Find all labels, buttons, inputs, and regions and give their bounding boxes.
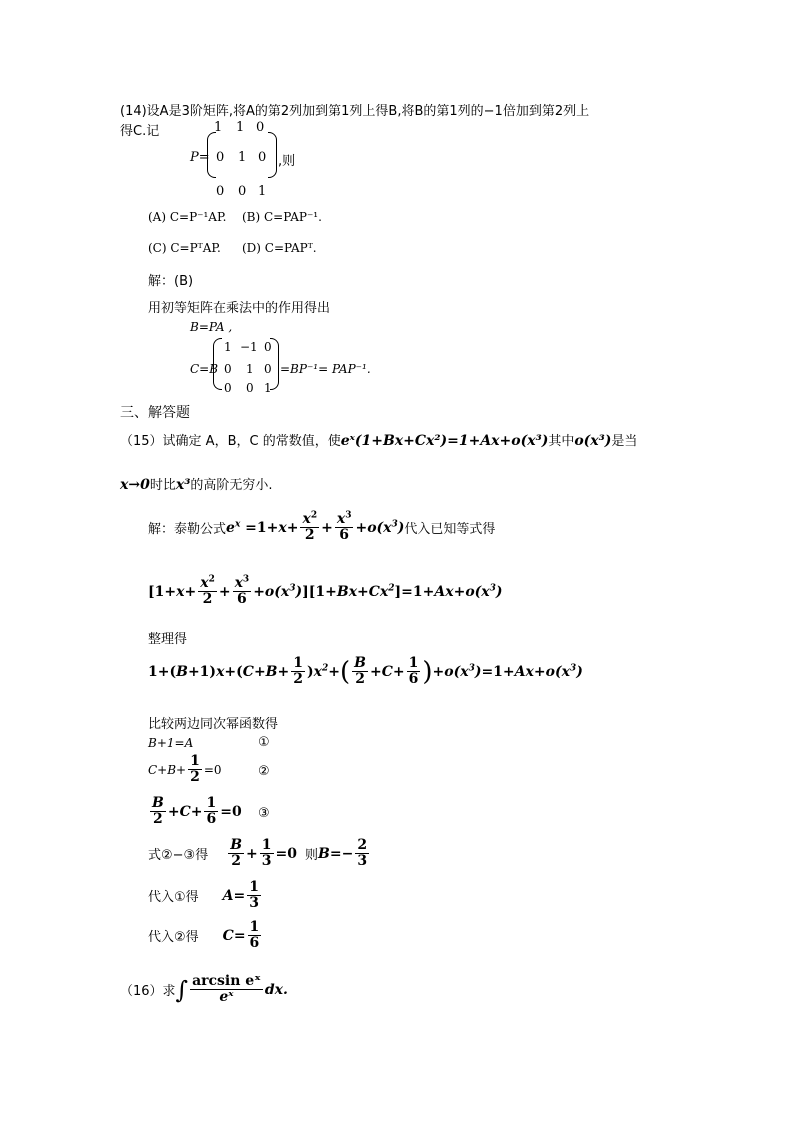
q16-suffix: dx. bbox=[264, 981, 288, 998]
q14-line2: 得C.记 bbox=[120, 124, 160, 139]
q16-prefix: （16）求 bbox=[120, 984, 176, 999]
matrix-c-cell: 1 bbox=[246, 362, 254, 376]
q15-intro-formula: eˣ(1+Bx+Cx²)=1+Ax+o(x³) bbox=[340, 433, 549, 449]
matrix-c-cell: 0 bbox=[224, 381, 232, 395]
q15-limit: x→0 bbox=[120, 477, 150, 493]
q15-intro-o: o(x³) bbox=[574, 433, 612, 449]
option-c: (C) C=PᵀAP. bbox=[148, 241, 221, 255]
q16-numerator: arcsin eˣ bbox=[192, 973, 261, 989]
q16-denominator: eˣ bbox=[219, 989, 234, 1005]
matrix-c-cell: 0 bbox=[264, 340, 272, 354]
matrix-p-cell: 1 bbox=[258, 184, 267, 199]
matrix-c-cell: 0 bbox=[264, 362, 272, 376]
eq2-prefix: C+B+ bbox=[148, 762, 187, 777]
matrix-p-cell: 0 bbox=[238, 184, 247, 199]
step1-then: 则 bbox=[305, 848, 319, 863]
q14-answer: 解：(B) bbox=[148, 274, 194, 289]
q15-line2 bbox=[120, 474, 272, 493]
q14-c-result: =BP⁻¹= PAP⁻¹. bbox=[280, 362, 371, 376]
matrix-p-left-paren bbox=[207, 132, 216, 178]
q14-b-eq: B=PA , bbox=[190, 320, 233, 334]
q14-line1: (14)设A是3阶矩阵,将A的第2列加到第1列上得B,将B的第1列的−1倍加到第2列上 bbox=[120, 104, 590, 119]
step1: 式②−③得 $\frac{B}{2}$ + $\frac{1}{3}$ =0 则 B =− $\frac{2}{3}$ bbox=[148, 837, 368, 869]
taylor-line: 解：泰勒公式 $e^x$ =1+ x + $\frac{x^2}{2}$ + $\frac{x^3}{6}$ + $o(x^3)$ 代入已知等式得 bbox=[148, 510, 496, 543]
matrix-c-cell: 0 bbox=[246, 381, 254, 395]
matrix-p-cell: 1 bbox=[238, 150, 247, 165]
q15-line2-suffix: 的高阶无穷小. bbox=[190, 478, 273, 493]
q15-x3: x³ bbox=[175, 477, 191, 493]
step2: 代入①得 A = $\frac{1}{3}$ bbox=[148, 879, 260, 911]
eq1: B+1=A bbox=[148, 736, 194, 750]
q15-intro-suffix: 是当 bbox=[611, 434, 638, 449]
option-a: (A) C=P⁻¹AP. bbox=[148, 210, 227, 224]
step3-label: 代入②得 bbox=[148, 930, 199, 945]
eq2-mark: ② bbox=[258, 764, 270, 779]
option-b: (B) C=PAP⁻¹. bbox=[242, 210, 322, 224]
q15-line2-mid: 时比 bbox=[149, 478, 176, 493]
matrix-c-cell: 0 bbox=[224, 362, 232, 376]
section-heading: 三、解答题 bbox=[120, 405, 190, 421]
product-equation: [1+ x + $\frac{x^2}{2}$ + $\frac{x^3}{6}$ + $o(x^3)$ ][1+ Bx + Cx$^2$ ]=1+ Ax + $o(x^3)$ bbox=[148, 574, 503, 607]
step1-label: 式②−③得 bbox=[148, 848, 209, 863]
matrix-p-cell: 1 bbox=[214, 120, 223, 135]
eq3: $\frac{B}{2}$ + C + $\frac{1}{6}$ =0 bbox=[152, 795, 242, 827]
integral-sign: ∫ bbox=[175, 975, 189, 1004]
q15-intro-prefix: （15）试确定 A，B，C 的常数值，使 bbox=[120, 434, 341, 449]
matrix-c-label: C=B bbox=[190, 362, 219, 376]
matrix-p-cell: 0 bbox=[216, 184, 225, 199]
matrix-p-cell: 0 bbox=[258, 150, 267, 165]
arranged-equation: 1+( B +1) x +( C + B + $\frac{1}{2}$ ) $x^2$ + ( $\frac{B}{2}$ + C + $\frac{1}{6}$ ) + $o(x^3)$ =1+ Ax + $o(x^3)$ bbox=[148, 655, 583, 687]
matrix-p-right-paren bbox=[268, 132, 277, 178]
option-d: (D) C=PAPᵀ. bbox=[242, 241, 317, 255]
matrix-p-cell: 0 bbox=[256, 120, 265, 135]
matrix-c-cell: 1 bbox=[264, 381, 272, 395]
q14-reason: 用初等矩阵在乘法中的作用得出 bbox=[148, 301, 331, 316]
taylor-suffix: 代入已知等式得 bbox=[404, 522, 496, 537]
eq2: C+B+ $\frac{1}{2}$ =0 bbox=[148, 753, 222, 785]
step2-label: 代入①得 bbox=[148, 890, 199, 905]
matrix-p-cell: 1 bbox=[236, 120, 245, 135]
matrix-c-cell: 1 bbox=[224, 340, 232, 354]
taylor-prefix: 解：泰勒公式 bbox=[148, 522, 227, 537]
arrange-label: 整理得 bbox=[148, 632, 188, 647]
eq1-mark: ① bbox=[258, 735, 270, 750]
matrix-c-left-paren bbox=[213, 338, 222, 390]
matrix-c-cell: −1 bbox=[240, 340, 258, 354]
matrix-p-label: P= bbox=[190, 150, 210, 165]
eq3-mark: ③ bbox=[258, 806, 270, 821]
q14-then: ,则 bbox=[278, 154, 296, 169]
eq2-suffix: =0 bbox=[203, 762, 222, 777]
q16 bbox=[120, 974, 288, 1005]
q15-intro-mid: 其中 bbox=[548, 434, 575, 449]
q15-intro bbox=[120, 430, 637, 449]
matrix-p-cell: 0 bbox=[216, 150, 225, 165]
compare-label: 比较两边同次幂函数得 bbox=[148, 717, 279, 732]
step3: 代入②得 C = $\frac{1}{6}$ bbox=[148, 919, 260, 951]
